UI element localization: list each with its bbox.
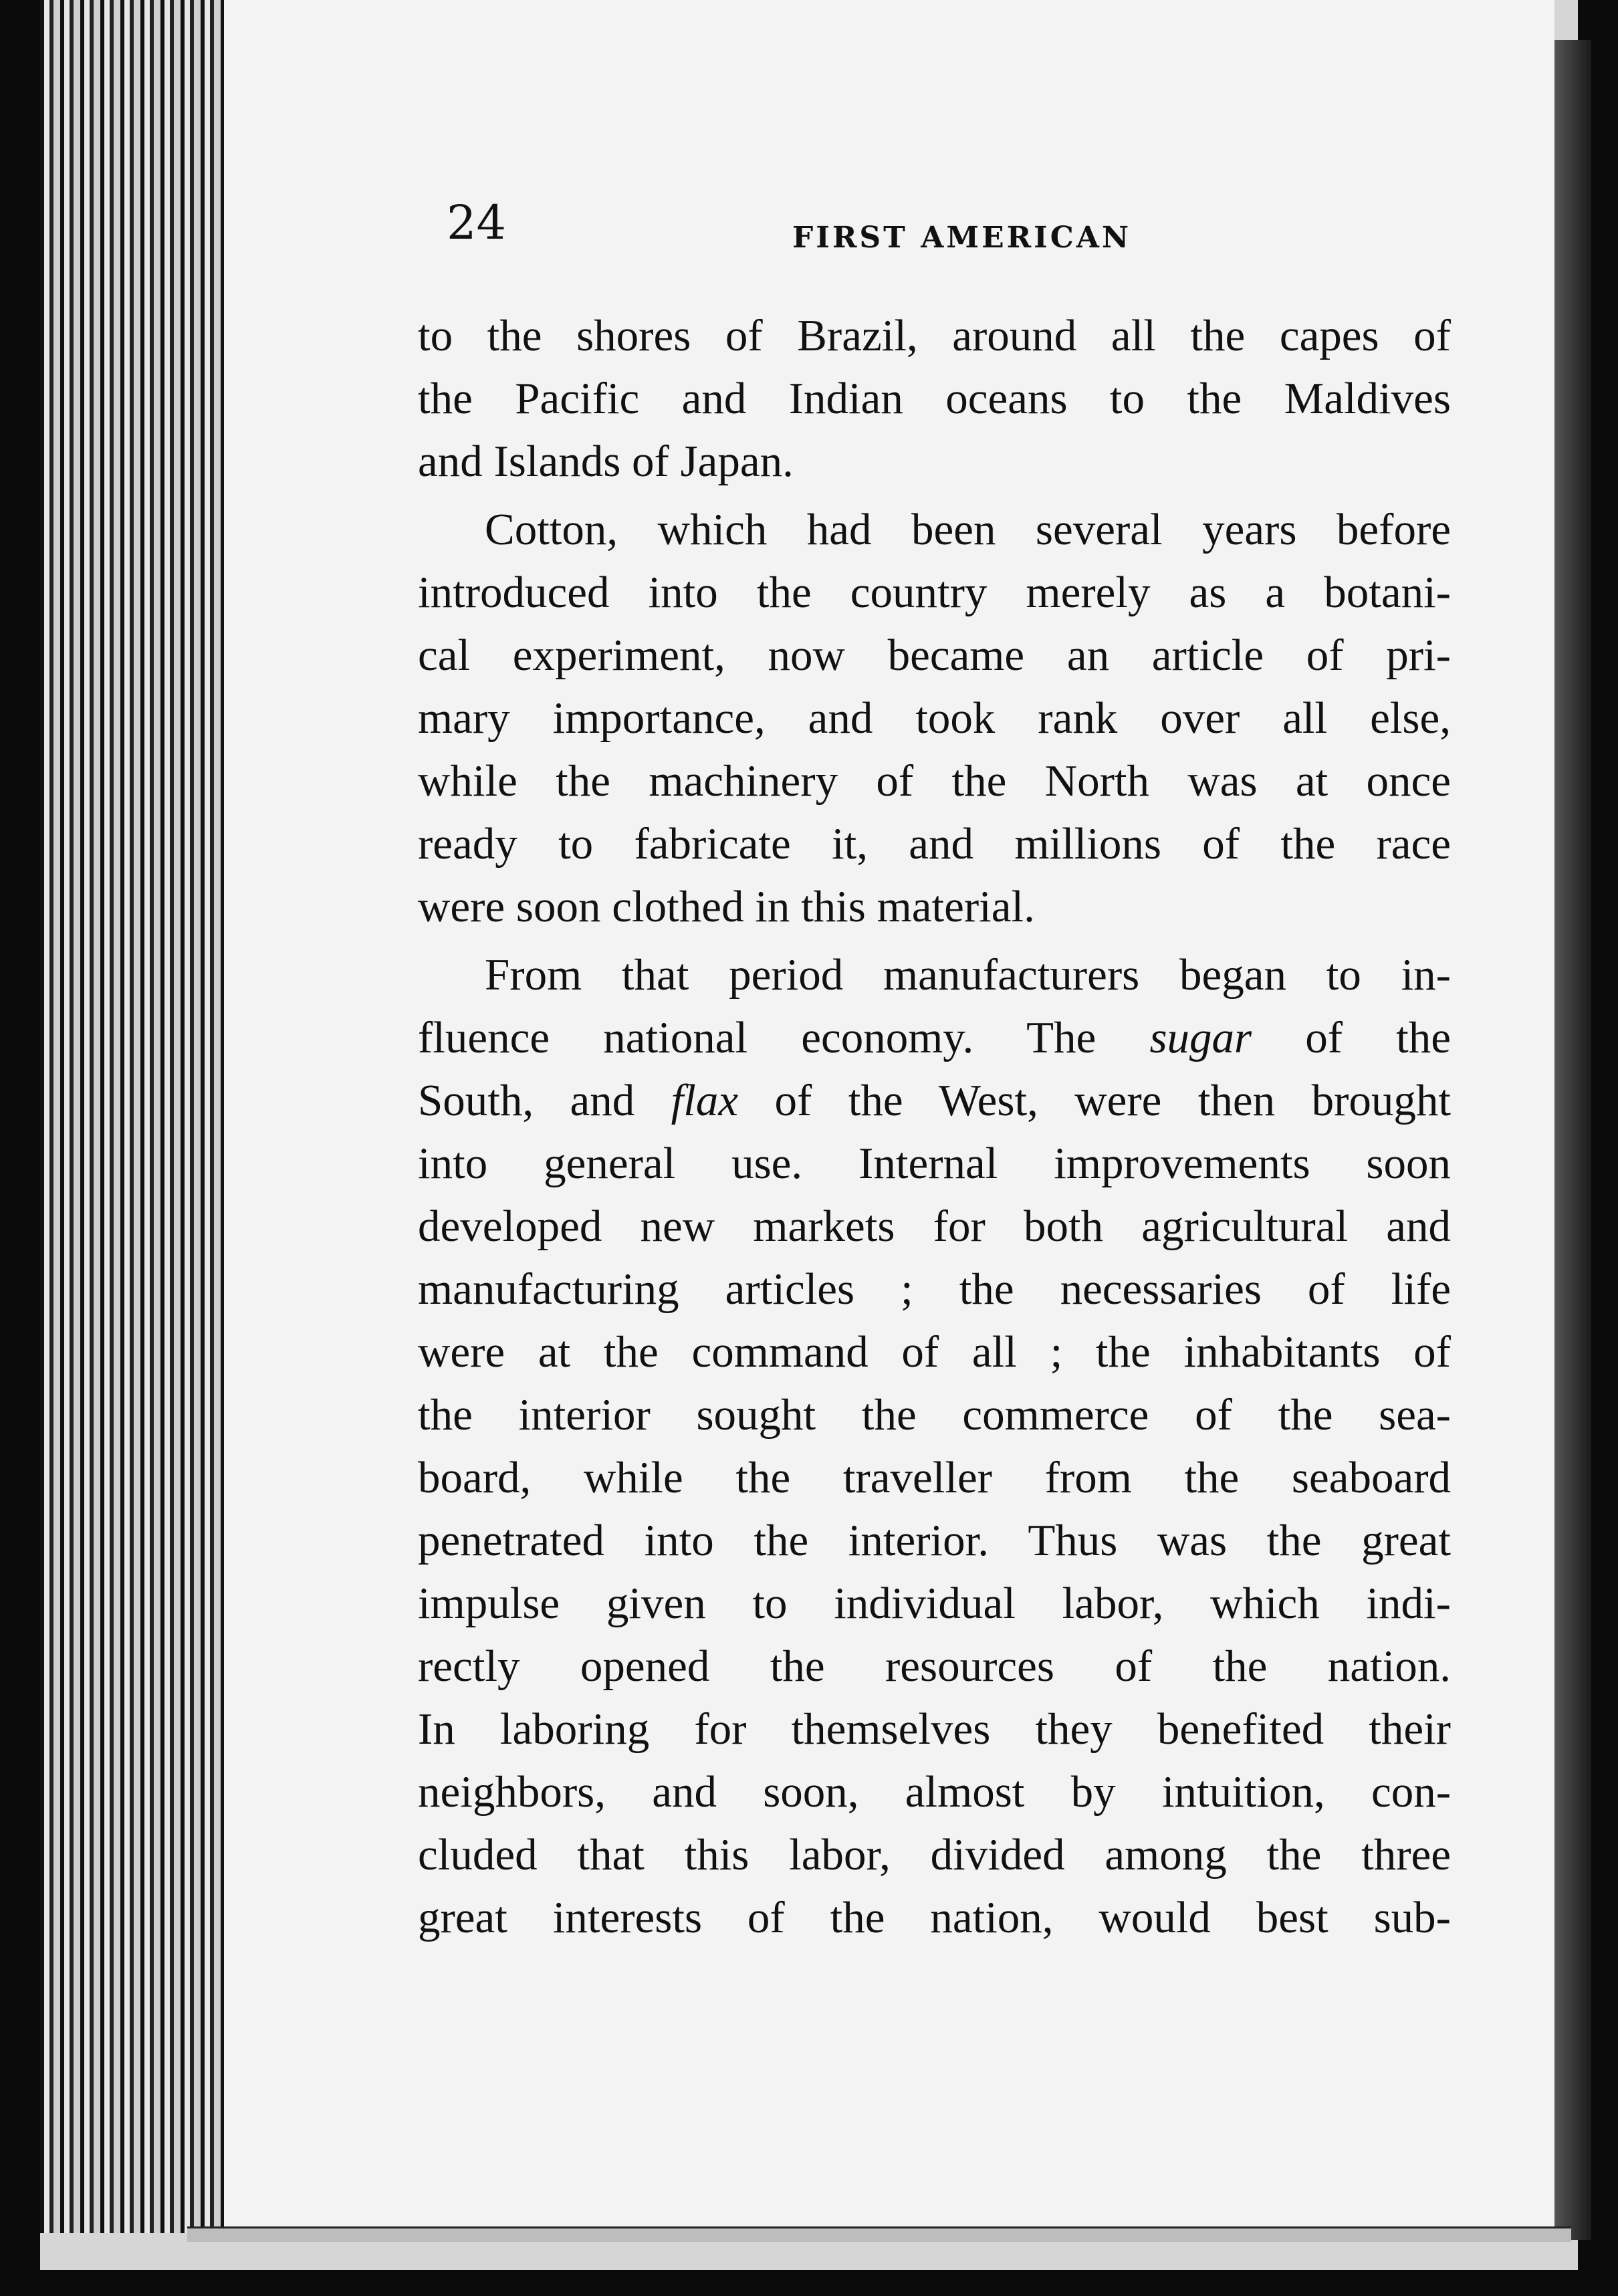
- body-text: [418, 304, 1451, 1949]
- text-line: to the shores of Brazil, around all the capes of: [418, 311, 1451, 360]
- page-edges: [40, 0, 234, 2233]
- text-segment: fluence national economy. The: [418, 1013, 1096, 1062]
- text-line: cluded that this labor, divided among the three: [418, 1830, 1451, 1879]
- page-bottom-edge: [187, 2226, 1571, 2242]
- text-line: were at the command of all ; the inhabitants of: [418, 1327, 1451, 1377]
- page-gutter-shadow: [1554, 40, 1591, 2240]
- text-line: great interests of the nation, would best sub-: [418, 1893, 1451, 1942]
- text-line: impulse given to individual labor, which indi-: [418, 1579, 1451, 1628]
- text-segment: South, and: [418, 1076, 635, 1125]
- text-line: developed new markets for both agricultural and: [418, 1201, 1451, 1251]
- text-segment: of the West, were then brought: [774, 1076, 1451, 1125]
- italic-word-sugar: sugar: [1149, 1013, 1252, 1062]
- text-line: ready to fabricate it, and millions of the race: [418, 819, 1451, 869]
- text-line: In laboring for themselves they benefited their: [418, 1704, 1451, 1754]
- text-line: and Islands of Japan.: [418, 437, 794, 486]
- text-line: mary importance, and took rank over all else,: [418, 693, 1451, 743]
- text-line: From that period manufacturers began to in-: [485, 950, 1451, 1000]
- text-line: the interior sought the commerce of the sea-: [418, 1390, 1451, 1440]
- text-line: were soon clothed in this material.: [418, 882, 1035, 931]
- text-line: the Pacific and Indian oceans to the Maldives: [418, 374, 1451, 423]
- text-line: board, while the traveller from the seaboard: [418, 1453, 1451, 1502]
- text-line: introduced into the country merely as a botani-: [418, 568, 1451, 617]
- text-line: rectly opened the resources of the nation.: [418, 1641, 1451, 1691]
- page-number: 24: [447, 195, 507, 250]
- text-line: [418, 1006, 1451, 1069]
- text-segment: of the: [1305, 1013, 1452, 1062]
- text-line: while the machinery of the North was at once: [418, 756, 1451, 806]
- italic-word-flax: flax: [671, 1076, 739, 1125]
- text-line: penetrated into the interior. Thus was the great: [418, 1516, 1451, 1565]
- text-line: neighbors, and soon, almost by intuition, con-: [418, 1767, 1451, 1817]
- running-title: FIRST AMERICAN: [792, 221, 1132, 255]
- text-line: [418, 1069, 1451, 1132]
- text-line: Cotton, which had been several years before: [485, 505, 1451, 554]
- text-line: manufacturing articles ; the necessaries of life: [418, 1264, 1451, 1314]
- text-line: into general use. Internal improvements soon: [418, 1139, 1451, 1188]
- text-line: cal experiment, now became an article of pri-: [418, 630, 1451, 680]
